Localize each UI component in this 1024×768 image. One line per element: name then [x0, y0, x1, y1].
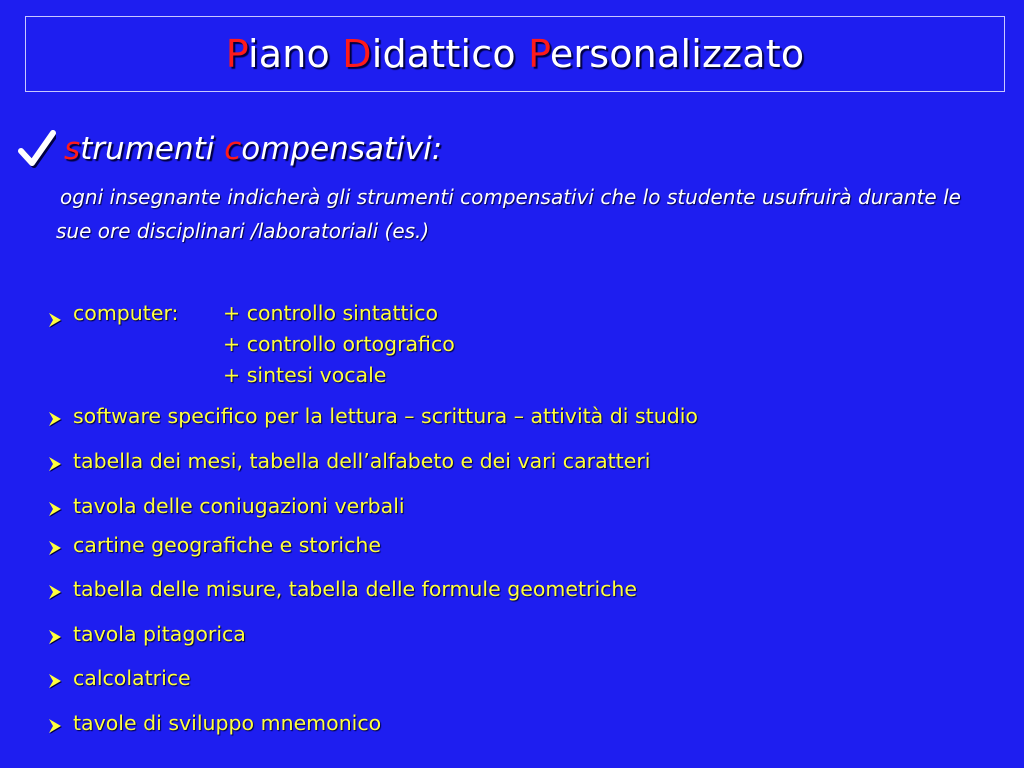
arrow-bullet-icon [48, 581, 62, 597]
section-initial-c: c [224, 131, 242, 167]
section-description: ogni insegnante indicherà gli strumenti compensativi che lo studente usufruirà durante le sue ore disciplinari /laboratoriali (es.) [56, 185, 961, 243]
list-item [48, 404, 698, 428]
list-item-label: tabella dei mesi, tabella dell’alfabeto e dei vari caratteri [73, 449, 651, 473]
list-item-label: software specifico per la lettura – scrittura – attività di studio [73, 404, 698, 428]
list-item-label: tavola delle coniugazioni verbali [73, 494, 405, 518]
section-heading [18, 124, 442, 174]
section-initial-s: s [64, 131, 81, 167]
list-item-label: tabella delle misure, tabella delle formule geometriche [73, 577, 638, 601]
list-item-label: cartine geografiche e storiche [73, 533, 381, 557]
list-item [48, 666, 191, 690]
computer-feature: + controllo sintattico [223, 301, 439, 325]
title-box [25, 16, 1005, 92]
list-item [48, 622, 246, 646]
arrow-bullet-icon [48, 453, 62, 469]
title-word-piano: iano [247, 32, 343, 76]
list-item [48, 533, 381, 557]
list-item-label: calcolatrice [73, 666, 191, 690]
title-initial-d: D [342, 32, 372, 76]
computer-label: computer: [73, 301, 179, 325]
list-item [48, 577, 637, 601]
arrow-bullet-icon [48, 408, 62, 424]
computer-item [48, 298, 455, 391]
arrow-bullet-icon [48, 670, 62, 686]
slide-title [226, 32, 805, 76]
list-item [48, 711, 381, 735]
computer-feature: + sintesi vocale [223, 363, 387, 387]
computer-features [223, 298, 455, 391]
list-item-label: tavole di sviluppo mnemonico [73, 711, 382, 735]
section-title [64, 131, 442, 167]
computer-feature: + controllo ortografico [223, 332, 455, 356]
arrow-bullet-icon [48, 306, 62, 322]
title-initial-p2: P [528, 32, 550, 76]
arrow-bullet-icon [48, 537, 62, 553]
list-item [48, 449, 650, 473]
list-item [48, 494, 405, 518]
checkmark-icon [18, 129, 56, 169]
title-initial-p: P [225, 32, 248, 76]
section-word-compensativi: ompensativi: [241, 131, 443, 167]
section-word-strumenti: trumenti [80, 131, 225, 167]
list-item-label: tavola pitagorica [73, 622, 246, 646]
title-word-personalizzato: ersonalizzato [549, 32, 805, 76]
title-word-didattico: idattico [371, 32, 529, 76]
arrow-bullet-icon [48, 715, 62, 731]
arrow-bullet-icon [48, 626, 62, 642]
arrow-bullet-icon [48, 498, 62, 514]
